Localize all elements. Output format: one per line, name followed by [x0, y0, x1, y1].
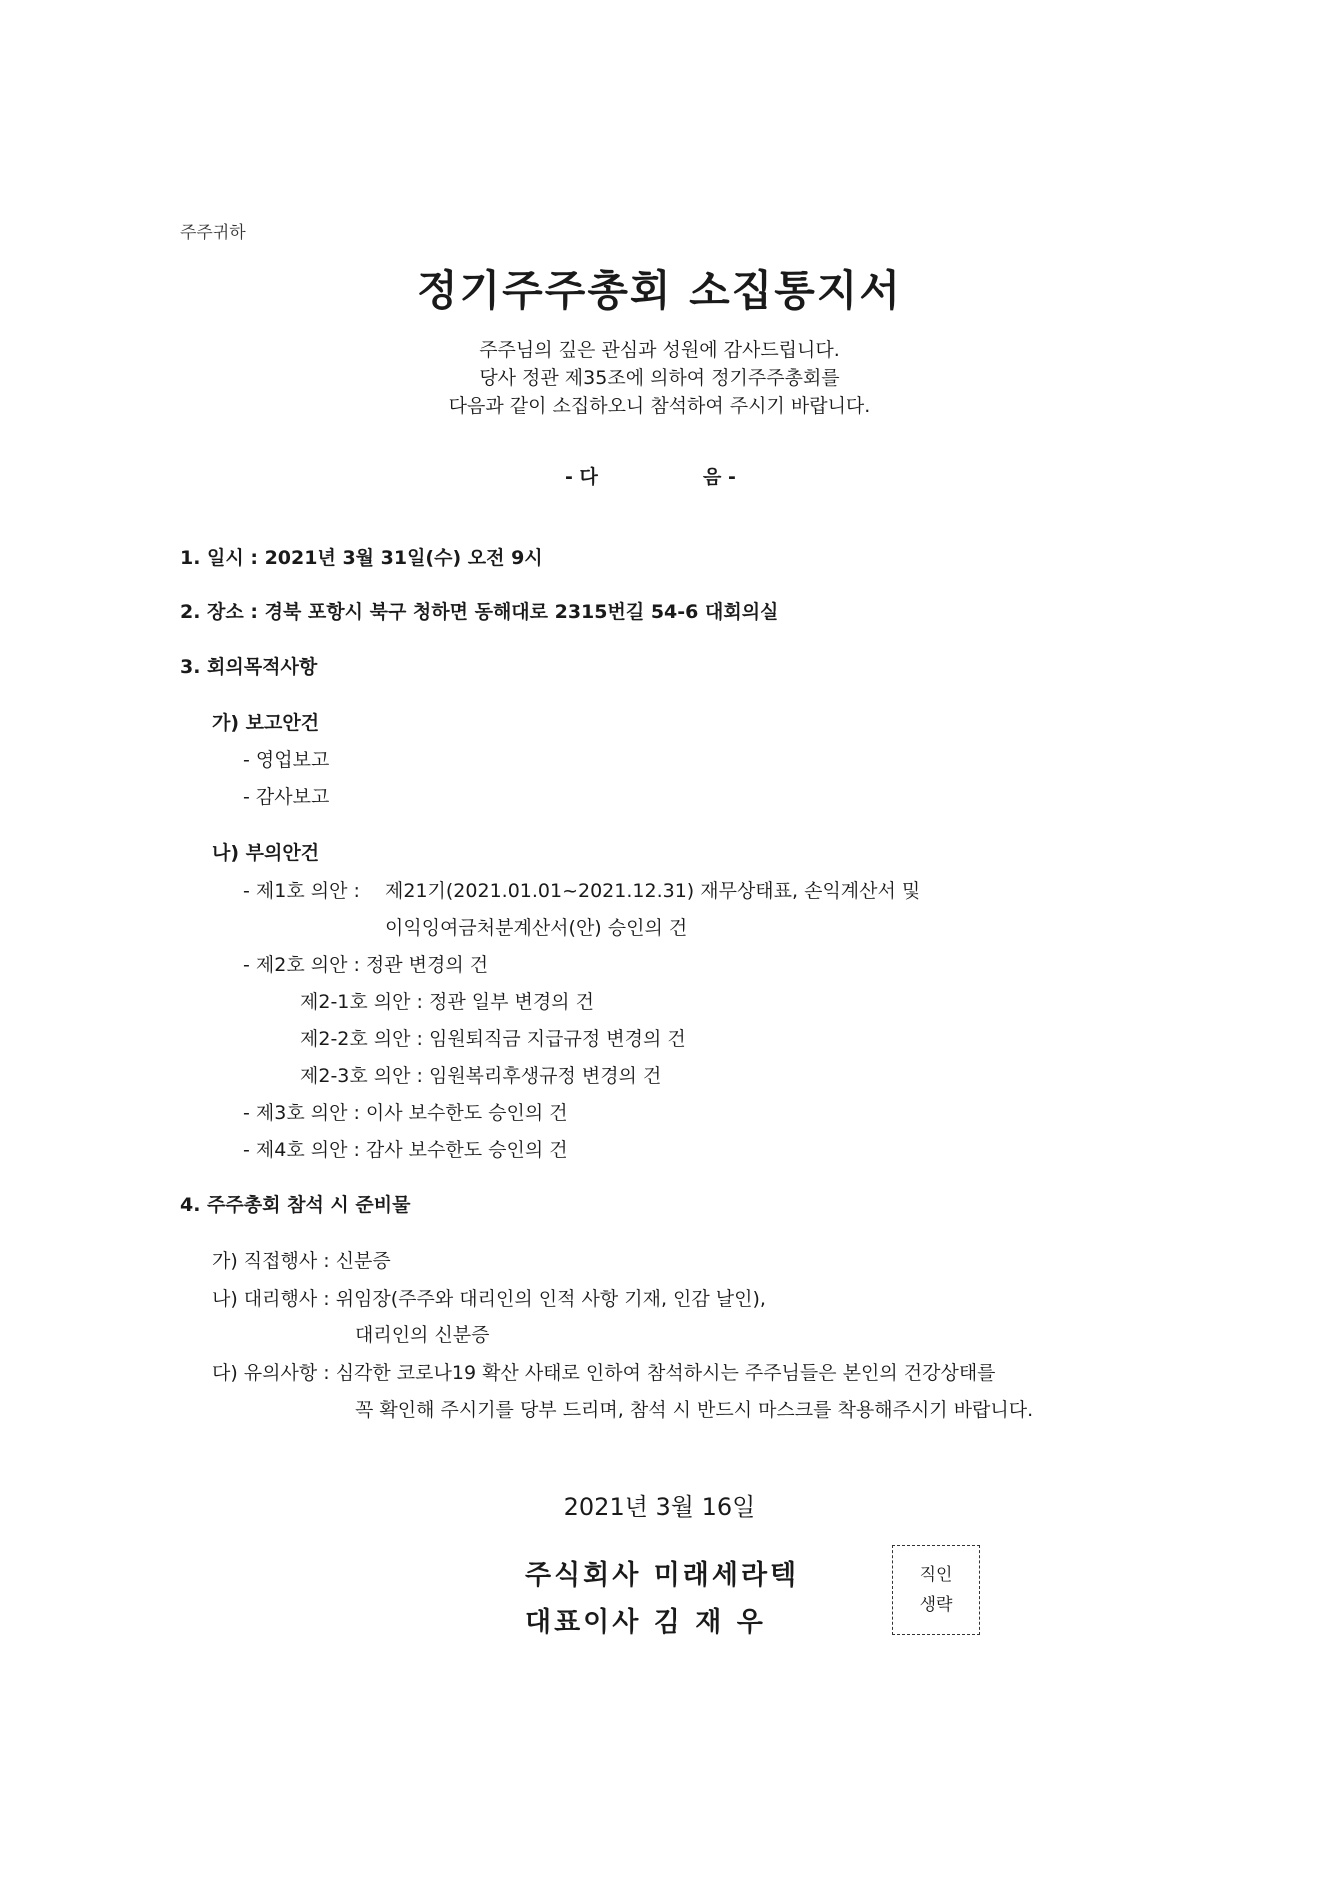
resolution-heading: 나) 부의안건: [212, 842, 320, 864]
notice-date: 2021년 3월 16일: [563, 1493, 756, 1521]
agenda-2-2: 제2-2호 의안 : 임원퇴직금 지급규정 변경의 건: [300, 1028, 686, 1050]
intro-line-3: 다음과 같이 소집하오니 참석하여 주시기 바랍니다.: [448, 395, 871, 417]
report-heading: 가) 보고안건: [212, 712, 320, 734]
agenda-2: - 제2호 의안 : 정관 변경의 건: [243, 954, 489, 976]
agenda-1-label: - 제1호 의안 :: [243, 880, 360, 902]
separator-left: - 다: [565, 466, 598, 488]
report-item-2: - 감사보고: [243, 786, 330, 808]
company-name: 주식회사 미래세라텍: [525, 1560, 800, 1591]
prep-note-line-2: 꼭 확인해 주시기를 당부 드리며, 참석 시 반드시 마스크를 착용해주시기 바랍니다.: [355, 1399, 1034, 1421]
prep-note-line-1: 다) 유의사항 : 심각한 코로나19 확산 사태로 인하여 참석하시는 주주님들은 본인의 건강상태를: [212, 1362, 996, 1384]
item-agenda-heading: 3. 회의목적사항: [180, 656, 318, 678]
separator-right: 음 -: [703, 466, 736, 488]
item-date: 1. 일시 : 2021년 3월 31일(수) 오전 9시: [180, 547, 543, 569]
addressee: 주주귀하: [180, 223, 246, 243]
seal-line-2: 생략: [919, 1595, 953, 1615]
report-item-1: - 영업보고: [243, 749, 330, 771]
intro-line-1: 주주님의 깊은 관심과 성원에 감사드립니다.: [479, 339, 840, 361]
seal-line-1: 직인: [919, 1565, 953, 1585]
agenda-1-line-2: 이익잉여금처분계산서(안) 승인의 건: [385, 917, 688, 939]
item-location: 2. 장소 : 경북 포항시 북구 청하면 동해대로 2315번길 54-6 대회의실: [180, 601, 779, 623]
prep-proxy-line-2: 대리인의 신분증: [355, 1324, 490, 1346]
prep-proxy-line-1: 나) 대리행사 : 위임장(주주와 대리인의 인적 사항 기재, 인감 날인),: [212, 1288, 766, 1310]
intro-line-2: 당사 정관 제35조에 의하여 정기주주총회를: [479, 367, 840, 389]
agenda-4: - 제4호 의안 : 감사 보수한도 승인의 건: [243, 1139, 568, 1161]
seal-placeholder: [892, 1545, 980, 1635]
agenda-2-1: 제2-1호 의안 : 정관 일부 변경의 건: [300, 991, 594, 1013]
agenda-1-line-1: 제21기(2021.01.01~2021.12.31) 재무상태표, 손익계산서 및: [385, 880, 921, 902]
representative-name: 대표이사 김 재 우: [525, 1607, 766, 1638]
agenda-3: - 제3호 의안 : 이사 보수한도 승인의 건: [243, 1102, 568, 1124]
agenda-2-3: 제2-3호 의안 : 임원복리후생규정 변경의 건: [300, 1065, 662, 1087]
page-title: 정기주주총회 소집통지서: [417, 266, 902, 315]
item-preparation-heading: 4. 주주총회 참석 시 준비물: [180, 1194, 411, 1216]
prep-direct: 가) 직접행사 : 신분증: [212, 1250, 391, 1272]
